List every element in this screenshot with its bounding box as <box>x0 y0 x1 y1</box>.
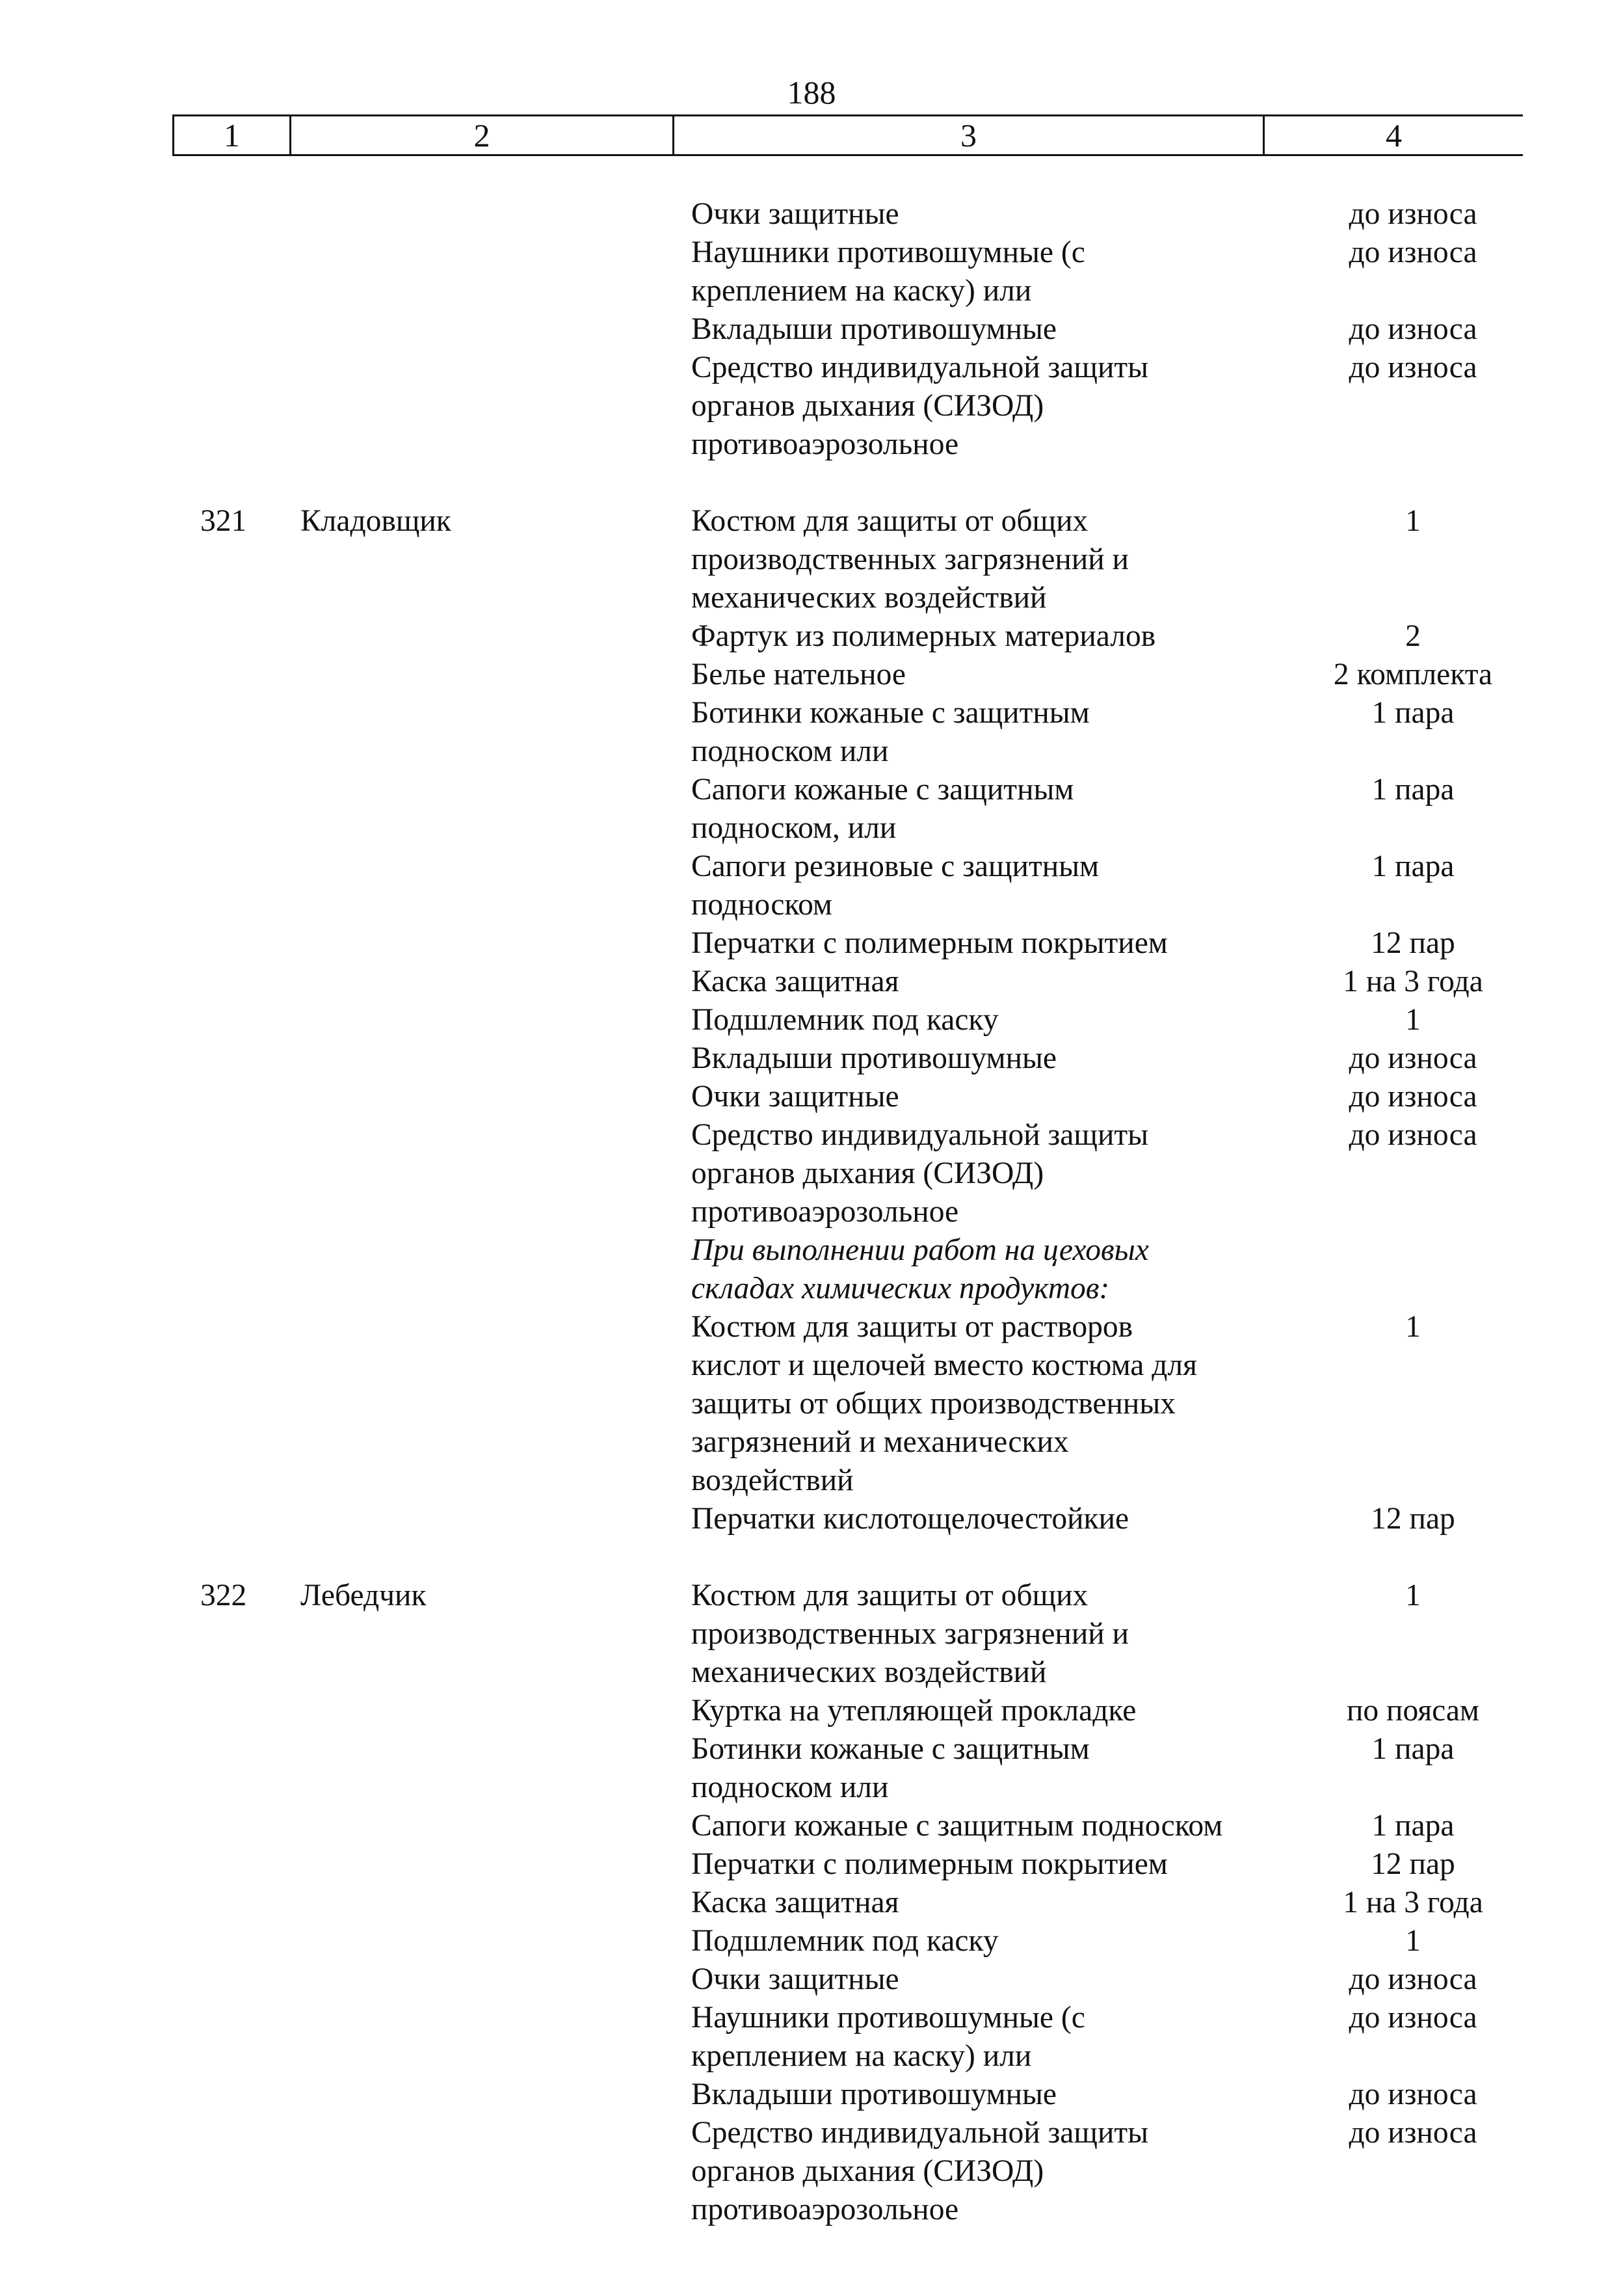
row-norm: 1 пара <box>1371 1809 1455 1843</box>
table-row <box>0 963 1623 1001</box>
row-item: подноском или <box>691 734 889 768</box>
row-norm: 1 пара <box>1371 849 1455 883</box>
row-norm: 1 <box>1405 1003 1421 1037</box>
row-item: Каска защитная <box>691 1886 899 1919</box>
row-profession: Лебедчик <box>300 1579 427 1612</box>
table-row <box>0 1769 1623 1807</box>
row-norm: 1 <box>1405 1579 1421 1612</box>
row-item: органов дыхания (СИЗОД) <box>691 2154 1044 2188</box>
row-item: Перчатки кислотощелочестойкие <box>691 1502 1129 1536</box>
table-row <box>0 195 1623 234</box>
row-item: Вкладыши противошумные <box>691 2077 1057 2111</box>
row-norm: 2 комплекта <box>1333 658 1493 691</box>
column-header-2: 2 <box>291 116 674 155</box>
row-norm: 12 пар <box>1371 1502 1455 1536</box>
page-number: 188 <box>787 74 836 111</box>
table-row <box>0 1500 1623 1538</box>
row-item: Белье нательное <box>691 658 906 691</box>
row-item: Очки защитные <box>691 1080 899 1114</box>
row-norm: до износа <box>1349 2077 1477 2111</box>
table-row <box>0 1999 1623 2037</box>
row-item: противоаэрозольное <box>691 1195 959 1229</box>
row-norm: 1 <box>1405 504 1421 538</box>
table-row <box>0 771 1623 809</box>
table-row <box>0 579 1623 617</box>
row-norm: до износа <box>1349 2001 1477 2035</box>
row-item: Наушники противошумные (с <box>691 235 1085 269</box>
row-item: Вкладыши противошумные <box>691 312 1057 346</box>
row-item: загрязнений и механических <box>691 1425 1069 1459</box>
table-row <box>0 1155 1623 1193</box>
row-profession: Кладовщик <box>300 504 451 538</box>
table-row <box>0 387 1623 425</box>
column-header-4: 4 <box>1264 116 1524 155</box>
table-row <box>0 1692 1623 1730</box>
column-header-table <box>172 114 1523 156</box>
row-item: воздействий <box>691 1463 854 1497</box>
table-row <box>0 1730 1623 1769</box>
table-row <box>0 1845 1623 1884</box>
table-row <box>0 2037 1623 2076</box>
table-row <box>0 1653 1623 1692</box>
table-row <box>0 1462 1623 1500</box>
row-item: подноском <box>691 888 832 922</box>
row-item: Костюм для защиты от общих <box>691 504 1089 538</box>
row-item: При выполнении работ на цеховых <box>691 1233 1149 1267</box>
row-item: подноском, или <box>691 811 897 845</box>
column-header-1: 1 <box>174 116 291 155</box>
row-norm: 1 <box>1405 1310 1421 1344</box>
table-row <box>0 809 1623 848</box>
row-norm: 2 <box>1405 619 1421 653</box>
row-norm: до износа <box>1349 1962 1477 1996</box>
table-row <box>0 425 1623 464</box>
table-row <box>0 2114 1623 2152</box>
row-item: кислот и щелочей вместо костюма для <box>691 1348 1197 1382</box>
row-norm: по поясам <box>1347 1694 1479 1728</box>
row-item: Сапоги кожаные с защитным <box>691 773 1074 807</box>
row-norm: до износа <box>1349 1080 1477 1114</box>
column-header-3: 3 <box>674 116 1264 155</box>
row-norm: до износа <box>1349 197 1477 231</box>
table-row <box>0 886 1623 924</box>
table-row <box>0 732 1623 771</box>
row-number: 321 <box>200 504 247 538</box>
row-item: Наушники противошумные (с <box>691 2001 1085 2035</box>
row-item: Фартук из полимерных материалов <box>691 619 1156 653</box>
table-row <box>0 1001 1623 1039</box>
row-norm: до износа <box>1349 312 1477 346</box>
row-item: Ботинки кожаные с защитным <box>691 696 1090 730</box>
row-item: производственных загрязнений и <box>691 1617 1129 1651</box>
row-number: 322 <box>200 1579 247 1612</box>
row-norm: до износа <box>1349 1041 1477 1075</box>
row-item: складах химических продуктов: <box>691 1272 1110 1305</box>
row-item: Костюм для защиты от общих <box>691 1579 1089 1612</box>
row-item: органов дыхания (СИЗОД) <box>691 389 1044 423</box>
table-row <box>0 1078 1623 1116</box>
table-body <box>0 195 1623 2229</box>
table-row <box>0 349 1623 387</box>
row-item: Очки защитные <box>691 197 899 231</box>
row-norm: 1 пара <box>1371 773 1455 807</box>
row-norm: 1 пара <box>1371 696 1455 730</box>
table-row <box>0 1884 1623 1922</box>
row-norm: 1 <box>1405 1924 1421 1958</box>
row-item: защиты от общих производственных <box>691 1387 1176 1421</box>
row-item: противоаэрозольное <box>691 2193 959 2226</box>
row-item: креплением на каску) или <box>691 2039 1032 2073</box>
table-row <box>0 2076 1623 2114</box>
row-norm: 12 пар <box>1371 1847 1455 1881</box>
table-row <box>0 1385 1623 1423</box>
row-item: Средство индивидуальной защиты <box>691 351 1149 384</box>
row-item: Подшлемник под каску <box>691 1003 999 1037</box>
row-item: креплением на каску) или <box>691 274 1032 308</box>
table-row <box>0 2191 1623 2229</box>
row-norm: до износа <box>1349 1118 1477 1152</box>
table-row <box>0 541 1623 579</box>
row-item: производственных загрязнений и <box>691 542 1129 576</box>
row-item: механических воздействий <box>691 1655 1047 1689</box>
table-row <box>0 310 1623 349</box>
table-row <box>0 2152 1623 2191</box>
row-item: противоаэрозольное <box>691 427 959 461</box>
table-row <box>0 272 1623 310</box>
table-row <box>0 656 1623 694</box>
row-item: Очки защитные <box>691 1962 899 1996</box>
row-item: Сапоги кожаные с защитным подноском <box>691 1809 1223 1843</box>
table-row <box>0 1807 1623 1845</box>
table-row <box>0 1577 1623 1615</box>
table-row <box>0 1423 1623 1462</box>
row-item: органов дыхания (СИЗОД) <box>691 1156 1044 1190</box>
table-row <box>0 1270 1623 1308</box>
table-row <box>0 694 1623 732</box>
table-row <box>0 1960 1623 1999</box>
row-norm: 12 пар <box>1371 926 1455 960</box>
table-row <box>0 1193 1623 1231</box>
column-header-row <box>174 116 1524 155</box>
table-row <box>0 502 1623 541</box>
row-spacer <box>0 1538 1623 1577</box>
table-row <box>0 1231 1623 1270</box>
row-item: Каска защитная <box>691 965 899 998</box>
table-row <box>0 1039 1623 1078</box>
row-norm: до износа <box>1349 351 1477 384</box>
table-row <box>0 1116 1623 1155</box>
table-row <box>0 1615 1623 1653</box>
row-item: Сапоги резиновые с защитным <box>691 849 1100 883</box>
row-item: Перчатки с полимерным покрытием <box>691 926 1168 960</box>
row-item: механических воздействий <box>691 581 1047 615</box>
table-row <box>0 617 1623 656</box>
row-item: Подшлемник под каску <box>691 1924 999 1958</box>
table-row <box>0 234 1623 272</box>
table-row <box>0 848 1623 886</box>
row-norm: 1 на 3 года <box>1343 965 1483 998</box>
row-item: Средство индивидуальной защиты <box>691 1118 1149 1152</box>
row-item: подноском или <box>691 1770 889 1804</box>
row-norm: до износа <box>1349 2116 1477 2150</box>
row-norm: 1 на 3 года <box>1343 1886 1483 1919</box>
row-norm: до износа <box>1349 235 1477 269</box>
row-item: Вкладыши противошумные <box>691 1041 1057 1075</box>
row-item: Перчатки с полимерным покрытием <box>691 1847 1168 1881</box>
table-row <box>0 924 1623 963</box>
table-row <box>0 1922 1623 1960</box>
table-row <box>0 1346 1623 1385</box>
table-row <box>0 1308 1623 1346</box>
row-norm: 1 пара <box>1371 1732 1455 1766</box>
row-spacer <box>0 464 1623 502</box>
row-item: Куртка на утепляющей прокладке <box>691 1694 1137 1728</box>
row-item: Ботинки кожаные с защитным <box>691 1732 1090 1766</box>
row-item: Средство индивидуальной защиты <box>691 2116 1149 2150</box>
row-item: Костюм для защиты от растворов <box>691 1310 1133 1344</box>
